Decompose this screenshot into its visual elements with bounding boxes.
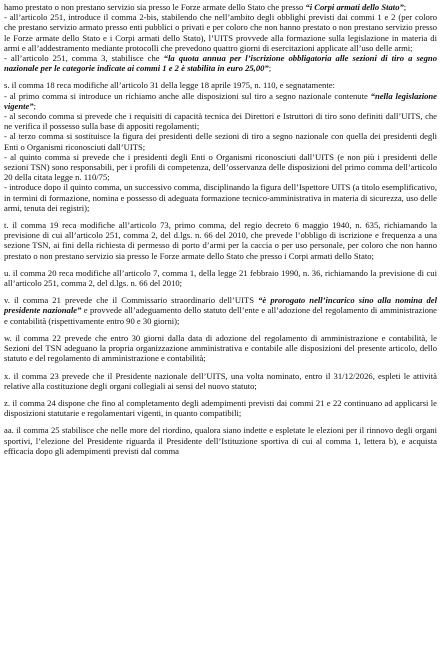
paragraph-p2 bbox=[4, 12, 437, 53]
paragraph-p10 bbox=[4, 220, 437, 261]
paragraph-p11 bbox=[4, 268, 437, 288]
body-text: hamo prestato o non prestano servizio sia presso le Forze armate dello Stato che presso bbox=[4, 2, 306, 12]
paragraph-p3 bbox=[4, 53, 437, 73]
body-text: , e acquista efficacia dopo gli adempimenti previsti dal comma bbox=[4, 435, 437, 456]
emphasis-text: al primo comma bbox=[9, 90, 68, 101]
body-text: dispone che fino al completamento degli adempimenti previsti dai commi 21 e 22 continuano ad applicarsi le disposizioni statutarie e regolamentari vigenti, in quanto compatibili; bbox=[4, 397, 437, 419]
body-text: - bbox=[4, 111, 10, 122]
body-text: , introduce il bbox=[63, 12, 112, 23]
paragraph-p12 bbox=[4, 295, 437, 326]
paragraph-p1 bbox=[4, 2, 437, 12]
emphasis-text: comma 23 bbox=[21, 370, 59, 381]
emphasis-text: comma 21 bbox=[22, 295, 61, 306]
paragraph-spacer bbox=[4, 288, 437, 295]
paragraph-spacer bbox=[4, 73, 437, 80]
paragraph-spacer bbox=[4, 391, 437, 398]
body-text: t. il bbox=[4, 220, 21, 231]
emphasis-text: comma 22 bbox=[23, 332, 61, 343]
paragraph-p5 bbox=[4, 91, 437, 111]
paragraph-p7 bbox=[4, 131, 437, 151]
emphasis-text: comma 20 bbox=[20, 267, 57, 278]
body-text: - bbox=[4, 53, 11, 64]
paragraph-spacer bbox=[4, 364, 437, 371]
body-text: ; bbox=[33, 100, 36, 111]
paragraph-p4 bbox=[4, 80, 437, 90]
emphasis-text: “è prorogato nell’incarico sino alla nomina del presidente nazionale” bbox=[4, 295, 437, 316]
body-text: reca modifiche all’articolo 31 della legge 18 aprile 1975, n. 110, e segnatamente: bbox=[54, 80, 335, 91]
body-text: ; bbox=[268, 63, 272, 74]
body-text: w. il bbox=[4, 332, 24, 343]
emphasis-text: all’articolo 251, comma 3 bbox=[10, 53, 106, 64]
body-text: , stabilendo che nell’ambito degli obblighi previsti dai commi 1 e 2 (per coloro che prestano servizio armato presso enti pubblici o privati e per coloro che non hanno prestato o non prestano servizio presso le Forze armate dello Stato e i Corpi armati dello Stato), l’UITS provvede alla formazione sulla legislazione in materia di armi e all’addestramento mediante protocolli che prevedono quattro giorni di esercitazioni applicate all’uso delle armi; bbox=[4, 12, 437, 53]
emphasis-text: b) bbox=[388, 435, 397, 446]
paragraph-p15 bbox=[4, 398, 437, 418]
body-text: prevede che il Commissario straordinario dell’UITS bbox=[60, 295, 259, 306]
emphasis-text: “i Corpi armati dello Stato” bbox=[305, 2, 404, 12]
body-text: reca modifiche all’articolo 73, primo comma, del regio decreto 6 maggio 1940, n. 635, richiamando la previsione di cui all’articolo 251, comma 2, del d.lgs. n. 66 del 2010, che prevede l’obbligo di iscrizione e frequenza a una sezione TSN, ai fini della richiesta di permesso di porto d’armi per la caccia o per uso personale, per coloro che non hanno prestato o non prestano servizio sia presso le Forze armate dello Stato che presso i Corpi armati dello Stato; bbox=[4, 220, 437, 261]
paragraph-spacer bbox=[4, 326, 437, 333]
body-text: ; bbox=[403, 2, 407, 12]
body-text: e provvede all’adeguamento dello statuto dell’ente e all’adozione del regolamento di amministrazione e contabilità (rispettivamente entro 90 e 30 giorni); bbox=[4, 305, 437, 326]
emphasis-text: “nella legislazione vigente” bbox=[4, 90, 437, 111]
body-text: prevede che entro 30 giorni dalla data di adozione del regolamento di amministrazione e contabilità, le Sezioni del TSN adeguano la propria organizzazione amministrativa e contabile alle disposizioni del presente articolo, dello statuto e del regolamento di amministrazione e contabilità; bbox=[4, 332, 437, 364]
body-text: aa. il bbox=[4, 425, 24, 436]
body-text: stabilisce che nelle more del riordino, qualora siano indette e espletate le elezioni per il rinnovo degli organi sportivi, l’elezione del Presidente riguarda il Presidente dell’Istituzione sportiva di cui al comma 1, lettera bbox=[4, 425, 437, 446]
paragraph-p9 bbox=[4, 182, 437, 213]
body-text: si prevede che i requisiti di capacità tecnica dei Direttori e Istruttori di tiro sono definiti dall’UITS, che ne verifica il possesso sulla base di appositi regolamenti; bbox=[4, 111, 437, 132]
body-text: - introduce dopo il quinto comma, un successivo comma, disciplinando la figura dell’Ispettore UITS (a titolo esemplificativo, in termini di formazione, nomina e possesso di adeguata formazione tecnico-amministrativa in materia di sicurezza, uso delle armi, tenuta dei registri); bbox=[4, 182, 437, 213]
body-text: - bbox=[4, 12, 10, 23]
paragraph-spacer bbox=[4, 261, 437, 268]
paragraph-p8 bbox=[4, 152, 437, 183]
paragraph-spacer bbox=[4, 213, 437, 220]
body-text: v. il bbox=[4, 295, 23, 306]
paragraph-p13 bbox=[4, 333, 437, 364]
body-text: - bbox=[4, 151, 11, 162]
emphasis-text: al quinto comma bbox=[10, 151, 71, 162]
emphasis-text: comma 19 bbox=[20, 220, 59, 231]
emphasis-text: comma 2-bis bbox=[111, 12, 157, 23]
paragraph-spacer bbox=[4, 418, 437, 425]
body-text: z. il bbox=[4, 397, 20, 408]
body-text: si sostituisce la figura dei presidenti delle sezioni di tiro a segno nazionale con quella dei presidenti degli Enti o Organismi riconosciuti dall’UITS; bbox=[4, 131, 438, 152]
body-text: - bbox=[4, 90, 10, 101]
body-text: reca modifiche all’articolo 7, comma 1, della legge 21 febbraio 1990, n. 36, richiamando la previsione di cui all’articolo 251, comma 2, del d.lgs. n. 66 del 2010; bbox=[4, 267, 437, 289]
paragraph-p6 bbox=[4, 111, 437, 131]
paragraph-p16 bbox=[4, 425, 437, 456]
emphasis-text: comma 25 bbox=[23, 425, 60, 436]
paragraph-p14 bbox=[4, 371, 437, 391]
emphasis-text: “la quota annua per l’iscrizione obbligatoria alle sezioni di tiro a segno nazionale per le categorie indicate ai commi 1 e 2 è stabilita in euro 25,00” bbox=[4, 53, 437, 74]
body-text: u. il bbox=[4, 267, 21, 278]
body-text: si introduce un richiamo anche alle disposizioni sul tiro a segno nazionale contenute bbox=[67, 90, 371, 101]
emphasis-text: all’articolo 251 bbox=[9, 12, 64, 23]
emphasis-text: al terzo comma bbox=[9, 131, 64, 142]
body-text: prevede che il Presidente nazionale dell’UITS, una volta nominato, entro il 31/12/2026, espleti le attività relative alla costituzione degli organi collegiali ai sensi del nuovo statuto; bbox=[4, 370, 437, 391]
body-text: - bbox=[4, 131, 10, 142]
emphasis-text: comma 18 bbox=[18, 80, 55, 91]
body-text: si prevede che i presidenti degli Enti o Organismi riconosciuti dall’UITS (e non più i presidenti delle sezioni TSN) sono responsabili, per i profili di competenza, dell’osservanza delle disposizioni del primo comma dell’articolo 20 della citata legge n. 110/75; bbox=[4, 151, 438, 183]
body-text: , stabilisce che bbox=[105, 53, 164, 64]
emphasis-text: al secondo comma bbox=[9, 111, 75, 122]
emphasis-text: comma 24 bbox=[19, 397, 56, 408]
body-text: x. il bbox=[4, 370, 22, 381]
body-text: s. il bbox=[4, 80, 19, 91]
